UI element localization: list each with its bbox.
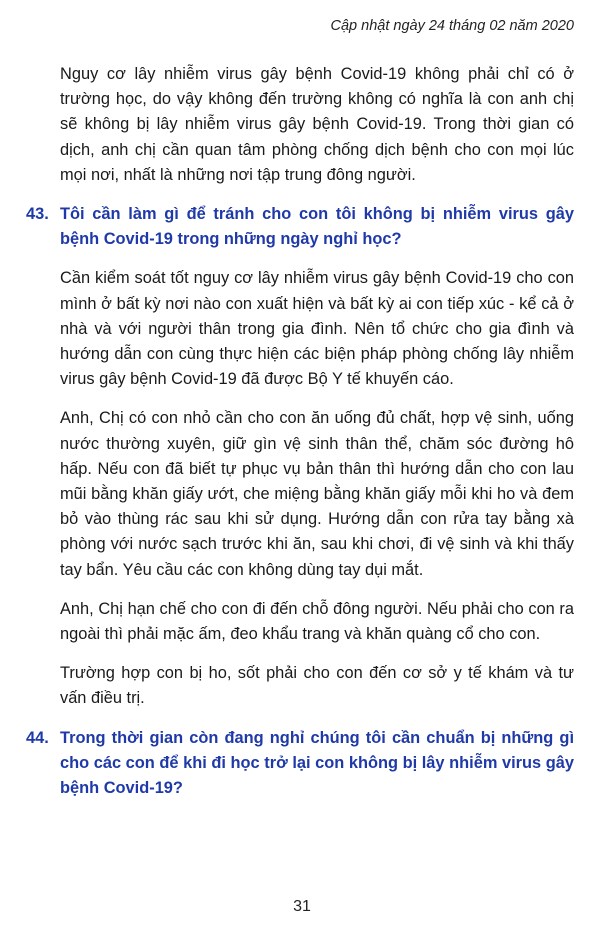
answer-paragraph: Trường hợp con bị ho, sốt phải cho con đến cơ sở y tế khám và tư vấn điều trị. bbox=[60, 664, 574, 708]
header-date: Cập nhật ngày 24 tháng 02 năm 2020 bbox=[330, 18, 574, 34]
answer-paragraph: Anh, Chị có con nhỏ cần cho con ăn uống đủ chất, hợp vệ sinh, uống nước thường xuyên, giữ gìn vệ sinh thân thể, chăm sóc đường hô hấp. Nếu con đã biết tự phục vụ bản thân thì hướng dẫn cho con lau mũi bằng khăn giấy ướt, che miệng bằng khăn giấy mỗi khi ho và đem bỏ vào thùng rác sau khi sử dụng. Hướng dẫn con rửa tay bằng xà phòng với nước sạch trước khi ăn, sau khi chơi, đi vệ sinh và khi thấy tay bẩn. Yêu cầu các con không dùng tay dụi mắt. bbox=[60, 409, 574, 579]
question-number: 44. bbox=[26, 728, 49, 747]
question-title: Tôi cần làm gì để tránh cho con tôi không bị nhiễm virus gây bệnh Covid-19 trong những ngày nghỉ học? bbox=[60, 205, 574, 249]
question-title: Trong thời gian còn đang nghỉ chúng tôi cần chuẩn bị những gì cho các con để khi đi học trở lại con không bị lây nhiễm virus gây bệnh Covid-19? bbox=[60, 728, 574, 798]
answer-paragraph: Cần kiểm soát tốt nguy cơ lây nhiễm virus gây bệnh Covid-19 cho con mình ở bất kỳ nơi nào con xuất hiện và bất kỳ ai con tiếp xúc - kể cả ở nhà và với người thân trong gia đình. Nên tổ chức cho gia đình và hướng dẫn con cùng thực hiện các biện pháp phòng chống lây nhiễm virus gây bệnh Covid-19 đã được Bộ Y tế khuyến cáo. bbox=[60, 269, 574, 389]
page-number: 31 bbox=[293, 898, 311, 915]
intro-paragraph: Nguy cơ lây nhiễm virus gây bệnh Covid-19 không phải chỉ có ở trường học, do vậy không đến trường không có nghĩa là con anh chị sẽ không bị lây nhiễm virus gây bệnh Covid-19. Trong thời gian có dịch, anh chị cần quan tâm phòng chống dịch bệnh cho con mọi lúc mọi nơi, nhất là những nơi tập trung đông người. bbox=[60, 65, 574, 184]
question-number: 43. bbox=[26, 205, 49, 224]
question-44 bbox=[26, 726, 574, 802]
answer-paragraph: Anh, Chị hạn chế cho con đi đến chỗ đông người. Nếu phải cho con ra ngoài thì phải mặc ấm, đeo khẩu trang và khăn quàng cổ cho con. bbox=[60, 599, 574, 644]
page-content bbox=[26, 62, 574, 815]
question-43 bbox=[26, 202, 574, 252]
